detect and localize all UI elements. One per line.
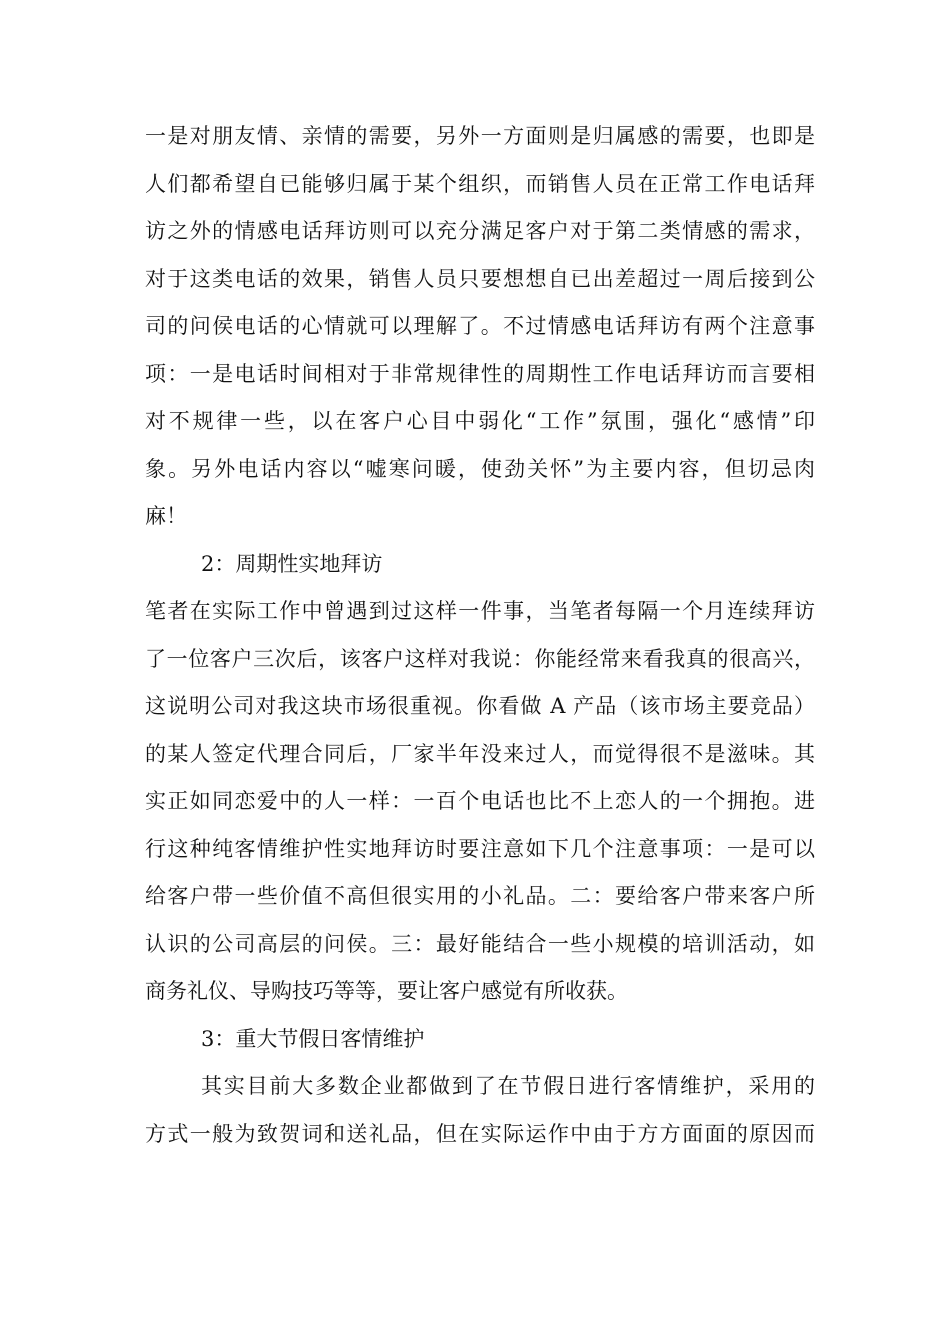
paragraph-2-line-6: 行这种纯客情维护性实地拜访时要注意如下几个注意事项：一是可以 xyxy=(145,836,815,861)
paragraph-3-line-1: 其实目前大多数企业都做到了在节假日进行客情维护，采用的 xyxy=(201,1074,815,1098)
document-body xyxy=(145,113,815,1158)
paragraph-1-line-4: 对于这类电话的效果，销售人员只要想想自已出差超过一周后接到公 xyxy=(145,266,815,291)
paragraph-1-line-5: 司的问侯电话的心情就可以理解了。不过情感电话拜访有两个注意事 xyxy=(145,314,815,338)
paragraph-1-line-6: 项：一是电话时间相对于非常规律性的周期性工作电话拜访而言要相 xyxy=(145,361,815,386)
paragraph-1-line-2: 人们都希望自已能够归属于某个组织，而销售人员在正常工作电话拜 xyxy=(145,171,815,196)
paragraph-2-line-3: 这说明公司对我这块市场很重视。你看做 A 产品（该市场主要竞品） xyxy=(145,694,815,718)
paragraph-1-line-7: 对不规律一些，以在客户心目中弱化“工作”氛围，强化“感情”印 xyxy=(145,409,815,433)
section-heading-2: 2：周期性实地拜访 xyxy=(201,551,383,576)
paragraph-3-line-2: 方式一般为致贺词和送礼品，但在实际运作中由于方方面面的原因而 xyxy=(145,1121,815,1146)
paragraph-2-line-2: 了一位客户三次后，该客户这样对我说：你能经常来看我真的很高兴， xyxy=(145,646,815,671)
paragraph-1-line-8: 象。另外电话内容以“嘘寒问暖，使劲关怀”为主要内容，但切忌肉 xyxy=(145,456,815,481)
paragraph-1-line-3: 访之外的情感电话拜访则可以充分满足客户对于第二类情感的需求， xyxy=(145,219,815,243)
paragraph-2-line-4: 的某人签定代理合同后，厂家半年没来过人，而觉得很不是滋味。其 xyxy=(145,741,815,766)
paragraph-2-line-8: 认识的公司高层的问侯。三：最好能结合一些小规模的培训活动，如 xyxy=(145,931,815,956)
section-heading-3: 3：重大节假日客情维护 xyxy=(201,1026,425,1051)
paragraph-2-line-1: 笔者在实际工作中曾遇到过这样一件事，当笔者每隔一个月连续拜访 xyxy=(145,599,815,623)
paragraph-1-line-1: 一是对朋友情、亲情的需要，另外一方面则是归属感的需要，也即是 xyxy=(145,124,815,148)
paragraph-2-line-5: 实正如同恋爱中的人一样：一百个电话也比不上恋人的一个拥抱。进 xyxy=(145,789,815,813)
paragraph-2-line-9: 商务礼仪、导购技巧等等，要让客户感觉有所收获。 xyxy=(145,979,628,1003)
paragraph-2-line-7: 给客户带一些价值不高但很实用的小礼品。二：要给客户带来客户所 xyxy=(145,884,815,908)
paragraph-1-line-9: 麻！ xyxy=(145,504,187,528)
